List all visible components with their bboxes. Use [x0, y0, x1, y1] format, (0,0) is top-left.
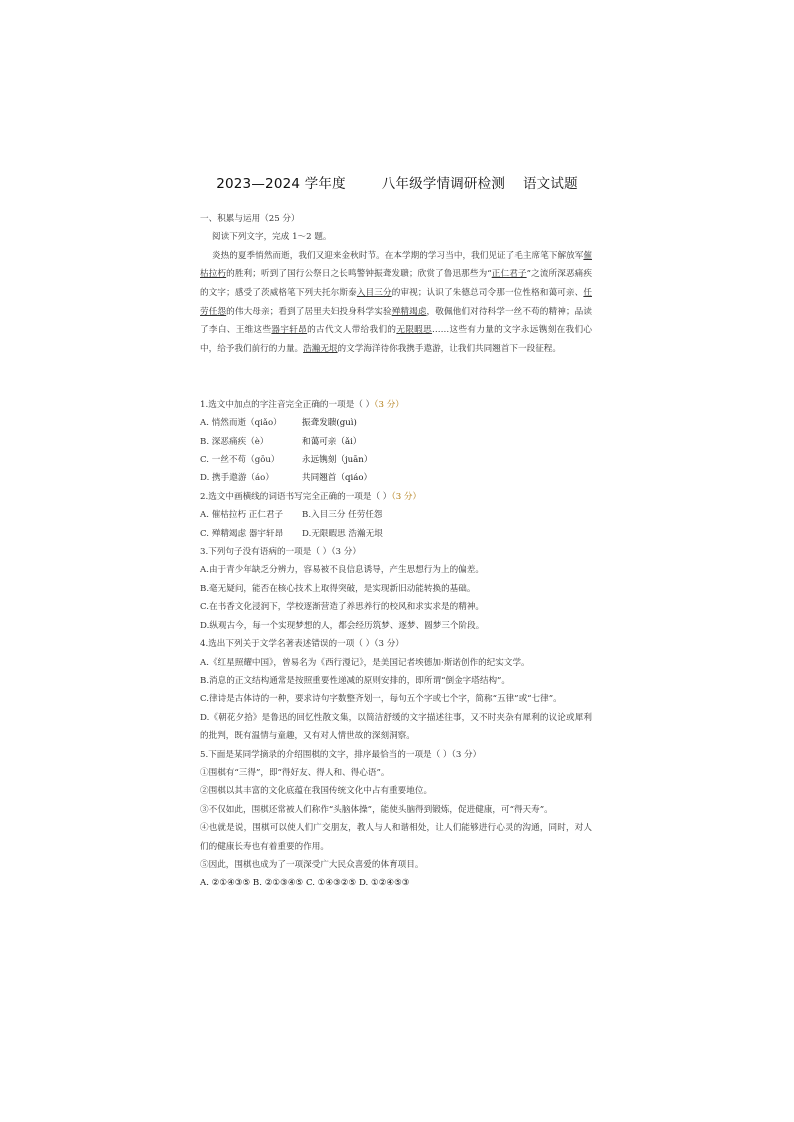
option-row: [200, 433, 592, 451]
question-2: [200, 488, 592, 543]
option-b: 振聋发聩(guì): [302, 418, 357, 429]
underlined-word: 催枯拉朽: [200, 250, 592, 280]
underlined-word: 入目三分: [356, 288, 392, 298]
option-b: 和蔼可亲（ǎi）: [302, 436, 362, 447]
underlined-word: 浩瀚无垠: [303, 343, 338, 354]
option-row: [200, 451, 592, 469]
option-line: D.纵观古今，每一个实现梦想的人，都会经历筑梦、逐梦、圆梦三个阶段。: [200, 620, 485, 631]
option-a: C. 一丝不苟（gōu）: [200, 455, 280, 466]
option-line: A.《红星照耀中国》，曾易名为《西行漫记》，是美国记者埃德加·斯诺创作的纪实文学。: [200, 657, 530, 668]
option-row: [200, 414, 592, 432]
reading-passage: 炎热的夏季悄然而逝，我们又迎来金秋时节。在本学期的学习当中，我们见证了毛主席笔下解放军催枯拉朽的胜利；听到了国行公祭日之长鸣警钟振聋发聩；欣赏了鲁迅那些为“正仁君子”之流所深恶痛疾的文字；感受了茨威格笔下列夫托尔斯泰入目三分的审视；认识了朱德总司令那一位性格和蔼可亲、任劳任怨的伟大母亲；看到了居里夫妇投身科学实验殚精竭虑，敬佩他们对待科学一丝不苟的精神；品读了李白、王维这些器宇轩昂的古代文人带给我们的无限暇思……这些有力量的文字永远镌刻在我们心中，给予我们前行的力量。浩瀚无垠的文学海洋待你我携手遨游，让我们共同翘首下一段征程。: [200, 250, 592, 354]
option-b: 永远镌刻（juān）: [302, 455, 373, 466]
question-stem: 4.选出下列关于文学名著表述错误的一项（ ）（3 分）: [200, 639, 404, 650]
exam-title: 2023—2024 学年度 八年级学情调研检测 语文试题: [216, 176, 578, 192]
option-a: D. 携手遨游（áo）: [200, 473, 274, 484]
sentence-item: ②围棋以其丰富的文化底蕴在我国传统文化中占有重要地位。: [200, 786, 433, 797]
answer-options: A. ②①④③⑤ B. ②①③④⑤ C. ①④③②⑤ D. ①②④⑤③: [200, 878, 410, 889]
option-a: A. 悄然而逝（qiǎo）: [200, 418, 282, 429]
option-line: B.消息的正文结构通常是按照重要性递减的原则安排的，即所谓“倒金字塔结构”。: [200, 675, 511, 686]
question-stem: 3.下列句子没有语病的一项是（ ）（3 分）: [200, 547, 361, 558]
question-1: [200, 396, 592, 488]
question-5: [200, 746, 592, 893]
underlined-word: 器宇轩昂: [271, 325, 308, 336]
underlined-word: 殚精竭虑: [391, 306, 427, 317]
option-row: [200, 469, 592, 487]
option-line: C.在书香文化浸润下，学校逐渐营造了养思养行的校风和求实求是的精神。: [200, 602, 485, 613]
question-3: [200, 543, 592, 635]
sentence-item: ①围棋有“三得”，即“得好友、得人和、得心语”。: [200, 767, 390, 778]
question-4: [200, 635, 592, 745]
option-row: C. 殚精竭虑 器宇轩昂 D.无限暇思 浩瀚无垠: [200, 528, 383, 539]
score-label: （3 分）: [374, 399, 404, 410]
exam-content: [200, 210, 592, 893]
option-line: D.《朝花夕拾》是鲁迅的回忆性散文集，以简洁舒缓的文字描述往事，又不时夹杂有犀利的议论或犀利的批判，既有温情与童趣，又有对人情世故的深刻洞察。: [200, 712, 592, 742]
sentence-item: ④也就是说，围棋可以使人们广交朋友，教人与人和谐相处，让人们能够进行心灵的沟通，同时，对人们的健康长寿也有着重要的作用。: [200, 823, 592, 852]
option-line: C.律诗是古体诗的一种，要求诗句字数整齐划一，每句五个字或七个字，简称“五律”或“七律”。: [200, 694, 562, 705]
sentence-item: ⑤因此，围棋也成为了一项深受广大民众喜爱的体育项目。: [200, 859, 424, 870]
underlined-word: 无限暇思: [396, 325, 433, 336]
option-b: 共同翘首（qiáo）: [302, 473, 373, 484]
question-stem: 1.选文中加点的字注音完全正确的一项是（ ）（3 分）: [200, 399, 404, 410]
question-stem: 5.下面是某同学摘录的介绍围棋的文字，排序最恰当的一项是（ ）（3 分）: [200, 749, 482, 760]
sentence-item: ③不仅如此，围棋还常被人们称作“头脑体操”，能使头脑得到锻炼，促进健康，可“得天寿”。: [200, 804, 553, 815]
question-stem: 2.选文中画横线的词语书写完全正确的一项是（ ）（3 分）: [200, 491, 422, 502]
option-line: B.毫无疑问，能否在核心技术上取得突破，是实现新旧动能转换的基础。: [200, 583, 476, 594]
reading-instruction: 阅读下列文字，完成 1～2 题。: [212, 232, 332, 243]
score-label: （3 分）: [391, 491, 422, 502]
underlined-word: 任劳任怨: [200, 288, 592, 317]
option-row: A. 催枯拉朽 正仁君子 B.入目三分 任劳任怨: [200, 510, 383, 521]
option-line: A.由于青少年缺乏分辨力，容易被不良信息诱导，产生思想行为上的偏差。: [200, 565, 484, 576]
section-heading: 一、积累与运用（25 分）: [200, 214, 300, 224]
underlined-word: 正仁君子: [491, 269, 527, 280]
option-a: B. 深恶痛疾（è）: [200, 436, 269, 447]
